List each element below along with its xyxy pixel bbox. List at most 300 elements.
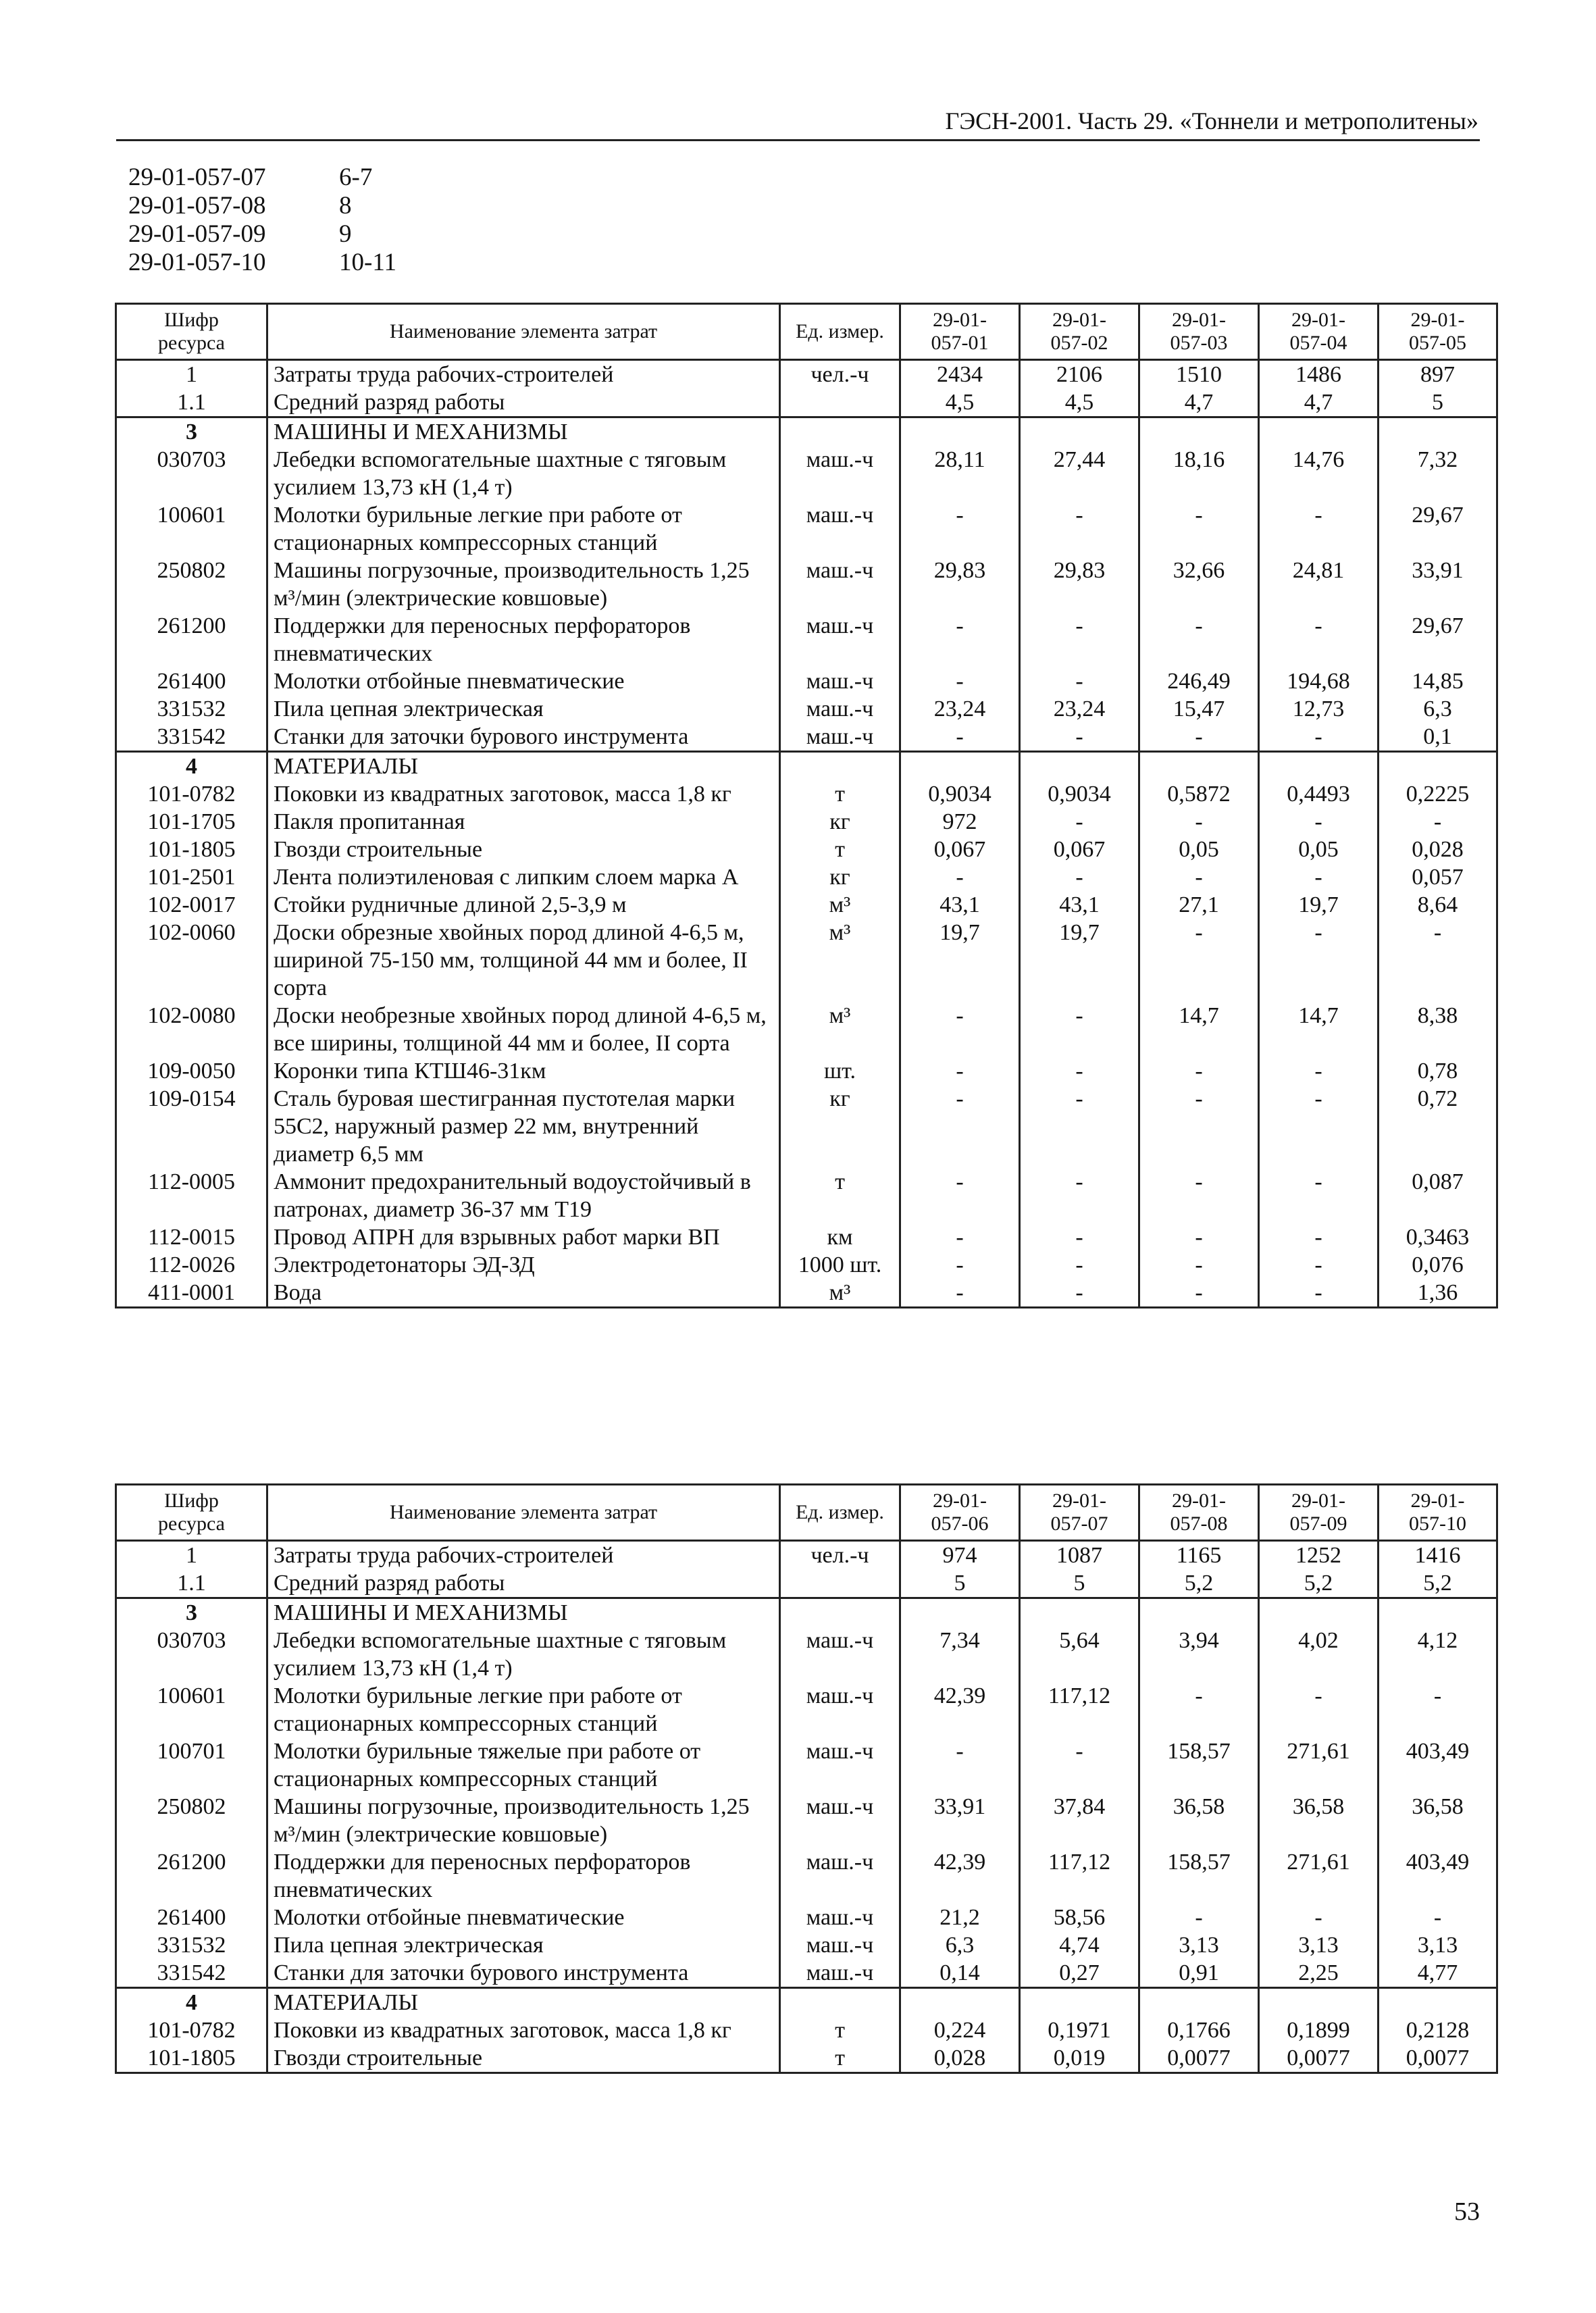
cell-value: 0,076 xyxy=(1379,1251,1497,1279)
cell-value: 12,73 xyxy=(1259,695,1379,723)
table-row xyxy=(116,501,1497,557)
cell-value: - xyxy=(1259,863,1379,891)
cell-value: 37,84 xyxy=(1020,1793,1139,1848)
cell-code: 112-0026 xyxy=(116,1251,267,1279)
table-row xyxy=(116,1682,1497,1737)
cell-name: Молотки отбойные пневматические xyxy=(267,667,780,695)
cell-value: 15,47 xyxy=(1139,695,1259,723)
page-number: 53 xyxy=(1454,2197,1480,2226)
cell-value: - xyxy=(1259,1682,1379,1737)
resource-table-2 xyxy=(115,1483,1498,2074)
cell-unit: т xyxy=(780,780,900,808)
cell-code: 261400 xyxy=(116,1904,267,1931)
cell-value: 5 xyxy=(1020,1569,1139,1598)
table-row xyxy=(116,863,1497,891)
cell-value: - xyxy=(1020,808,1139,836)
cell-name: Поддержки для переносных перфораторов пневматических xyxy=(267,1848,780,1904)
table-row xyxy=(116,891,1497,919)
cell-value: - xyxy=(1259,1279,1379,1308)
cell-value: 2434 xyxy=(900,360,1020,389)
cell-name: Станки для заточки бурового инструмента xyxy=(267,1959,780,1988)
table-row xyxy=(116,723,1497,752)
cell-value: - xyxy=(1139,1251,1259,1279)
table-row xyxy=(116,557,1497,612)
table-row xyxy=(116,1959,1497,1988)
cell-value: 14,7 xyxy=(1139,1002,1259,1057)
cell-value: - xyxy=(900,1279,1020,1308)
cell-value xyxy=(900,752,1020,781)
cell-value: 0,14 xyxy=(900,1959,1020,1988)
table-row xyxy=(116,1168,1497,1223)
table-row xyxy=(116,836,1497,863)
cell-value: 8,38 xyxy=(1379,1002,1497,1057)
cell-value: - xyxy=(1139,808,1259,836)
cell-value: - xyxy=(1020,1279,1139,1308)
cell-name: МАТЕРИАЛЫ xyxy=(267,1988,780,2017)
cell-value: 158,57 xyxy=(1139,1737,1259,1793)
table-row xyxy=(116,919,1497,1002)
cell-name: Поддержки для переносных перфораторов пневматических xyxy=(267,612,780,667)
header-norm-code-line1: 29-01- xyxy=(1291,309,1345,331)
cell-name: МАШИНЫ И МЕХАНИЗМЫ xyxy=(267,1598,780,1627)
cell-value: 0,0077 xyxy=(1139,2044,1259,2073)
header-rule xyxy=(116,139,1480,141)
header-norm-code xyxy=(1020,1485,1139,1541)
cell-value: 5,64 xyxy=(1020,1627,1139,1682)
cell-code: 109-0154 xyxy=(116,1085,267,1168)
cell-value xyxy=(1020,1598,1139,1627)
cell-name: МАТЕРИАЛЫ xyxy=(267,752,780,781)
header-unit: Ед. измер. xyxy=(780,1485,900,1541)
cell-value: 4,77 xyxy=(1379,1959,1497,1988)
header-norm-code xyxy=(900,304,1020,360)
cell-code: 261200 xyxy=(116,612,267,667)
table-row xyxy=(116,446,1497,501)
cell-value: 3,13 xyxy=(1139,1931,1259,1959)
cell-code: 261200 xyxy=(116,1848,267,1904)
cell-value: - xyxy=(1259,612,1379,667)
cell-value: - xyxy=(1259,808,1379,836)
cell-unit xyxy=(780,388,900,417)
cell-code: 030703 xyxy=(116,1627,267,1682)
cell-name: Стойки рудничные длиной 2,5-3,9 м xyxy=(267,891,780,919)
cell-value xyxy=(1259,1598,1379,1627)
cell-value: - xyxy=(900,723,1020,752)
cell-unit: маш.-ч xyxy=(780,1931,900,1959)
table-header-row xyxy=(116,304,1497,360)
cell-value: - xyxy=(1139,1168,1259,1223)
cell-name: МАШИНЫ И МЕХАНИЗМЫ xyxy=(267,417,780,447)
cell-value xyxy=(1259,1988,1379,2017)
code-list-code: 29-01-057-10 xyxy=(128,249,266,276)
cell-name: Аммонит предохранительный водоустойчивый в патронах, диаметр 36-37 мм Т19 xyxy=(267,1168,780,1223)
cell-value: 36,58 xyxy=(1259,1793,1379,1848)
cell-code: 331532 xyxy=(116,695,267,723)
cell-name: Вода xyxy=(267,1279,780,1308)
cell-code: 261400 xyxy=(116,667,267,695)
cell-unit: маш.-ч xyxy=(780,695,900,723)
cell-value: 271,61 xyxy=(1259,1848,1379,1904)
cell-value: 0,028 xyxy=(1379,836,1497,863)
header-norm-code-line2: 057-08 xyxy=(1170,1513,1228,1535)
cell-value: 29,67 xyxy=(1379,501,1497,557)
cell-value: 117,12 xyxy=(1020,1682,1139,1737)
cell-value: 0,0077 xyxy=(1379,2044,1497,2073)
header-code-line1: Шифр xyxy=(164,309,219,331)
cell-value: 23,24 xyxy=(900,695,1020,723)
table-row xyxy=(116,1085,1497,1168)
cell-value: 0,78 xyxy=(1379,1057,1497,1085)
header-norm-code-line2: 057-10 xyxy=(1409,1513,1466,1535)
cell-value xyxy=(1139,752,1259,781)
cell-code: 109-0050 xyxy=(116,1057,267,1085)
cell-unit: маш.-ч xyxy=(780,1627,900,1682)
cell-value: 43,1 xyxy=(900,891,1020,919)
cell-code: 331542 xyxy=(116,1959,267,1988)
cell-unit xyxy=(780,1988,900,2017)
cell-code: 101-0782 xyxy=(116,2016,267,2044)
table-row xyxy=(116,1541,1497,1570)
cell-value: 0,3463 xyxy=(1379,1223,1497,1251)
cell-value: - xyxy=(1020,667,1139,695)
cell-name: Пила цепная электрическая xyxy=(267,695,780,723)
cell-unit: т xyxy=(780,1168,900,1223)
header-norm-code xyxy=(900,1485,1020,1541)
header-norm-code-line2: 057-02 xyxy=(1050,332,1108,354)
cell-name: Гвозди строительные xyxy=(267,2044,780,2073)
code-list-value: 8 xyxy=(339,192,352,220)
cell-value: 0,067 xyxy=(900,836,1020,863)
cell-value xyxy=(900,417,1020,447)
cell-code: 3 xyxy=(116,417,267,447)
cell-value: 0,1 xyxy=(1379,723,1497,752)
header-code xyxy=(116,304,267,360)
cell-value: 1510 xyxy=(1139,360,1259,389)
cell-value: - xyxy=(900,667,1020,695)
cell-value: - xyxy=(1259,1168,1379,1223)
cell-unit: чел.-ч xyxy=(780,1541,900,1570)
header-norm-code-line1: 29-01- xyxy=(1052,309,1106,331)
cell-unit: маш.-ч xyxy=(780,1848,900,1904)
cell-unit: кг xyxy=(780,863,900,891)
cell-unit: м³ xyxy=(780,1002,900,1057)
table-row xyxy=(116,1057,1497,1085)
cell-value: 36,58 xyxy=(1139,1793,1259,1848)
cell-unit: кг xyxy=(780,1085,900,1168)
table-row xyxy=(116,667,1497,695)
cell-code: 102-0060 xyxy=(116,919,267,1002)
cell-unit: маш.-ч xyxy=(780,667,900,695)
header-code-line2: ресурса xyxy=(158,332,225,354)
cell-value: 2,25 xyxy=(1259,1959,1379,1988)
header-norm-code-line1: 29-01- xyxy=(1172,1490,1226,1512)
cell-value: 0,1971 xyxy=(1020,2016,1139,2044)
cell-value: 271,61 xyxy=(1259,1737,1379,1793)
cell-value xyxy=(1259,417,1379,447)
cell-value: - xyxy=(1259,1223,1379,1251)
cell-value: - xyxy=(1020,863,1139,891)
cell-value: 5,2 xyxy=(1379,1569,1497,1598)
cell-unit: маш.-ч xyxy=(780,501,900,557)
header-norm-code xyxy=(1379,1485,1497,1541)
cell-code: 101-0782 xyxy=(116,780,267,808)
code-list-code: 29-01-057-08 xyxy=(128,192,266,220)
cell-value: 29,83 xyxy=(1020,557,1139,612)
table-row xyxy=(116,1569,1497,1598)
cell-value: - xyxy=(1139,1279,1259,1308)
cell-value: 19,7 xyxy=(900,919,1020,1002)
cell-value: 4,12 xyxy=(1379,1627,1497,1682)
cell-value: 33,91 xyxy=(900,1793,1020,1848)
cell-code: 101-1805 xyxy=(116,836,267,863)
section-row xyxy=(116,1988,1497,2017)
cell-value: 0,91 xyxy=(1139,1959,1259,1988)
cell-value: 403,49 xyxy=(1379,1737,1497,1793)
resource-table-1 xyxy=(115,303,1498,1308)
cell-name: Доски необрезные хвойных пород длиной 4-6,5 м, все ширины, толщиной 44 мм и более, II сорта xyxy=(267,1002,780,1057)
cell-code: 030703 xyxy=(116,446,267,501)
cell-value: 0,224 xyxy=(900,2016,1020,2044)
header-code-line2: ресурса xyxy=(158,1513,225,1535)
cell-value xyxy=(1139,1988,1259,2017)
cell-value: - xyxy=(1259,501,1379,557)
header-norm-code-line1: 29-01- xyxy=(1410,1490,1465,1512)
cell-value xyxy=(1139,1598,1259,1627)
header-unit: Ед. измер. xyxy=(780,304,900,360)
cell-unit: 1000 шт. xyxy=(780,1251,900,1279)
cell-value: 6,3 xyxy=(900,1931,1020,1959)
cell-value: 0,057 xyxy=(1379,863,1497,891)
cell-value: - xyxy=(900,1002,1020,1057)
header-norm-code xyxy=(1259,304,1379,360)
header-norm-code-line2: 057-06 xyxy=(931,1513,989,1535)
cell-value: - xyxy=(1379,808,1497,836)
cell-value: 43,1 xyxy=(1020,891,1139,919)
cell-value: 0,72 xyxy=(1379,1085,1497,1168)
cell-value: 0,028 xyxy=(900,2044,1020,2073)
cell-unit: шт. xyxy=(780,1057,900,1085)
cell-value: - xyxy=(1379,1682,1497,1737)
cell-value: 4,7 xyxy=(1139,388,1259,417)
cell-value: 2106 xyxy=(1020,360,1139,389)
cell-value: 0,067 xyxy=(1020,836,1139,863)
cell-value: 0,1766 xyxy=(1139,2016,1259,2044)
table-row xyxy=(116,1737,1497,1793)
cell-unit: т xyxy=(780,2044,900,2073)
cell-name: Средний разряд работы xyxy=(267,388,780,417)
cell-unit: т xyxy=(780,2016,900,2044)
cell-value: 403,49 xyxy=(1379,1848,1497,1904)
cell-value: 27,44 xyxy=(1020,446,1139,501)
cell-name: Молотки бурильные легкие при работе от стационарных компрессорных станций xyxy=(267,1682,780,1737)
table-row xyxy=(116,780,1497,808)
cell-code: 100701 xyxy=(116,1737,267,1793)
cell-value: - xyxy=(1020,1737,1139,1793)
cell-value: 5 xyxy=(1379,388,1497,417)
code-list-item xyxy=(128,249,396,277)
section-row xyxy=(116,752,1497,781)
section-row xyxy=(116,417,1497,447)
cell-name: Поковки из квадратных заготовок, масса 1,8 кг xyxy=(267,2016,780,2044)
table-row xyxy=(116,2044,1497,2073)
header-norm-code-line1: 29-01- xyxy=(1291,1490,1345,1512)
table-row xyxy=(116,612,1497,667)
cell-code: 250802 xyxy=(116,1793,267,1848)
cell-value: - xyxy=(1139,1085,1259,1168)
cell-value: 36,58 xyxy=(1379,1793,1497,1848)
cell-code: 1 xyxy=(116,1541,267,1570)
table-row xyxy=(116,1848,1497,1904)
cell-name: Электродетонаторы ЭД-ЗД xyxy=(267,1251,780,1279)
cell-value: 117,12 xyxy=(1020,1848,1139,1904)
cell-value xyxy=(900,1598,1020,1627)
header-norm-code-line1: 29-01- xyxy=(1172,309,1226,331)
cell-value: - xyxy=(900,863,1020,891)
code-list-code: 29-01-057-09 xyxy=(128,220,266,248)
cell-value: - xyxy=(1379,919,1497,1002)
cell-code: 101-2501 xyxy=(116,863,267,891)
code-list-code: 29-01-057-07 xyxy=(128,163,266,191)
code-list-item xyxy=(128,163,396,192)
cell-value: - xyxy=(900,1737,1020,1793)
cell-name: Затраты труда рабочих-строителей xyxy=(267,360,780,389)
cell-value: 3,13 xyxy=(1259,1931,1379,1959)
cell-value: 0,9034 xyxy=(900,780,1020,808)
cell-unit xyxy=(780,752,900,781)
cell-name: Молотки бурильные тяжелые при работе от стационарных компрессорных станций xyxy=(267,1737,780,1793)
cell-value: - xyxy=(1020,723,1139,752)
cell-value: 158,57 xyxy=(1139,1848,1259,1904)
cell-value: - xyxy=(1259,1085,1379,1168)
cell-value xyxy=(1020,417,1139,447)
cell-value: 897 xyxy=(1379,360,1497,389)
cell-value: - xyxy=(1259,1057,1379,1085)
header-name: Наименование элемента затрат xyxy=(267,304,780,360)
cell-value xyxy=(1020,752,1139,781)
cell-name: Гвозди строительные xyxy=(267,836,780,863)
cell-value: 5 xyxy=(900,1569,1020,1598)
cell-value: 0,27 xyxy=(1020,1959,1139,1988)
cell-value: 8,64 xyxy=(1379,891,1497,919)
cell-code: 112-0005 xyxy=(116,1168,267,1223)
cell-value: - xyxy=(1379,1904,1497,1931)
cell-value: - xyxy=(900,501,1020,557)
cell-code: 1.1 xyxy=(116,388,267,417)
cell-value: - xyxy=(1020,1168,1139,1223)
cell-value: - xyxy=(900,1223,1020,1251)
header-code-line1: Шифр xyxy=(164,1490,219,1512)
cell-value xyxy=(1139,417,1259,447)
cell-value: - xyxy=(1139,1682,1259,1737)
table-row xyxy=(116,1904,1497,1931)
cell-code: 101-1805 xyxy=(116,2044,267,2073)
cell-value: 1416 xyxy=(1379,1541,1497,1570)
cell-value: 4,5 xyxy=(900,388,1020,417)
cell-value: 0,5872 xyxy=(1139,780,1259,808)
cell-value xyxy=(1379,752,1497,781)
cell-value: - xyxy=(1139,863,1259,891)
table-row xyxy=(116,2016,1497,2044)
cell-value xyxy=(1379,1598,1497,1627)
cell-value: 0,2128 xyxy=(1379,2016,1497,2044)
cell-value: 14,7 xyxy=(1259,1002,1379,1057)
cell-code: 1.1 xyxy=(116,1569,267,1598)
table-row xyxy=(116,388,1497,417)
cell-value: 5,2 xyxy=(1139,1569,1259,1598)
header-norm-code-line2: 057-01 xyxy=(931,332,989,354)
header-norm-code xyxy=(1259,1485,1379,1541)
cell-value: 19,7 xyxy=(1020,919,1139,1002)
cell-name: Доски обрезные хвойных пород длиной 4-6,5 м, шириной 75-150 мм, толщиной 44 мм и более, II сорта xyxy=(267,919,780,1002)
cell-code: 102-0080 xyxy=(116,1002,267,1057)
cell-unit: м³ xyxy=(780,919,900,1002)
cell-name: Молотки отбойные пневматические xyxy=(267,1904,780,1931)
running-header: ГЭСН-2001. Часть 29. «Тоннели и метрополитены» xyxy=(945,107,1478,134)
cell-value: - xyxy=(1259,723,1379,752)
cell-value: 14,85 xyxy=(1379,667,1497,695)
cell-value: 972 xyxy=(900,808,1020,836)
cell-value: - xyxy=(1139,919,1259,1002)
cell-value: - xyxy=(1259,1904,1379,1931)
cell-value: 0,1899 xyxy=(1259,2016,1379,2044)
cell-code: 100601 xyxy=(116,1682,267,1737)
cell-unit: чел.-ч xyxy=(780,360,900,389)
cell-code: 250802 xyxy=(116,557,267,612)
table-header-row xyxy=(116,1485,1497,1541)
cell-unit: м³ xyxy=(780,1279,900,1308)
cell-value: 4,5 xyxy=(1020,388,1139,417)
cell-unit: маш.-ч xyxy=(780,1737,900,1793)
cell-value: 1252 xyxy=(1259,1541,1379,1570)
cell-value: - xyxy=(1139,1057,1259,1085)
cell-value: 0,9034 xyxy=(1020,780,1139,808)
cell-value: 4,02 xyxy=(1259,1627,1379,1682)
cell-value: - xyxy=(1139,501,1259,557)
cell-name: Лебедки вспомогательные шахтные с тяговым усилием 13,73 кН (1,4 т) xyxy=(267,1627,780,1682)
cell-value: 5,2 xyxy=(1259,1569,1379,1598)
cell-unit xyxy=(780,417,900,447)
cell-value: 3,94 xyxy=(1139,1627,1259,1682)
header-norm-code-line2: 057-05 xyxy=(1409,332,1466,354)
cell-unit: маш.-ч xyxy=(780,446,900,501)
cell-value: 0,087 xyxy=(1379,1168,1497,1223)
cell-value: 4,74 xyxy=(1020,1931,1139,1959)
header-norm-code-line2: 057-07 xyxy=(1050,1513,1108,1535)
table-row xyxy=(116,1627,1497,1682)
cell-value: 1087 xyxy=(1020,1541,1139,1570)
cell-value: - xyxy=(1020,501,1139,557)
header-norm-code-line1: 29-01- xyxy=(1052,1490,1106,1512)
cell-unit: маш.-ч xyxy=(780,557,900,612)
header-norm-code-line1: 29-01- xyxy=(1410,309,1465,331)
table-row xyxy=(116,1793,1497,1848)
cell-unit: т xyxy=(780,836,900,863)
cell-code: 1 xyxy=(116,360,267,389)
cell-unit xyxy=(780,1598,900,1627)
table-row xyxy=(116,1251,1497,1279)
cell-value: 194,68 xyxy=(1259,667,1379,695)
cell-value: 18,16 xyxy=(1139,446,1259,501)
cell-unit: маш.-ч xyxy=(780,723,900,752)
cell-value: 32,66 xyxy=(1139,557,1259,612)
code-list-value: 9 xyxy=(339,220,352,248)
cell-value: - xyxy=(1139,723,1259,752)
cell-value: - xyxy=(1020,1085,1139,1168)
cell-value: - xyxy=(1139,612,1259,667)
cell-value: - xyxy=(900,1057,1020,1085)
cell-code: 4 xyxy=(116,752,267,781)
header-norm-code-line2: 057-03 xyxy=(1170,332,1228,354)
